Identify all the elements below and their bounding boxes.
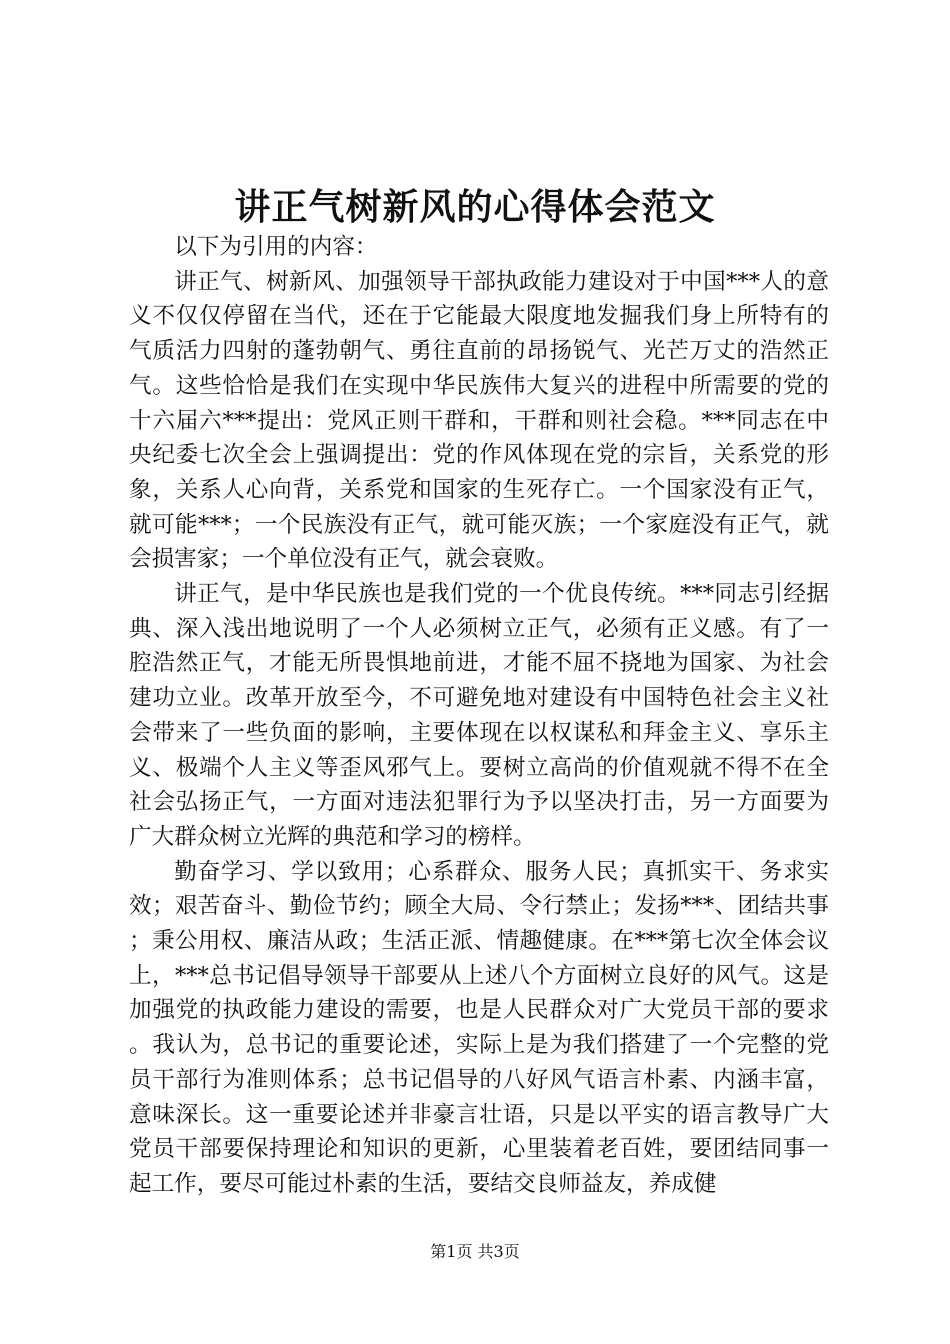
document-title: 讲正气树新风的心得体会范文	[234, 187, 716, 228]
document-body	[129, 230, 829, 1202]
paragraph: 以下为引用的内容：	[174, 234, 378, 260]
paragraph: 讲正气，是中华民族也是我们党的一个优良传统。***同志引经据典、深入浅出地说明了一个人必须树立正气，必须有正义感。有了一腔浩然正气，才能无所畏惧地前进，才能不屈不挠地为国家、为社会建功立业。改革开放至今，不可避免地对建设有中国特色社会主义社会带来了一些负面的影响，主要体现在以权谋私和拜金主义、享乐主义、极端个人主义等歪风邪气上。要树立高尚的价值观就不得不在全社会弘扬正气，一方面对违法犯罪行为予以坚决打击，另一方面要为广大群众树立光辉的典范和学习的榜样。	[129, 581, 829, 850]
paragraph: 讲正气、树新风、加强领导干部执政能力建设对于中国***人的意义不仅仅停留在当代，还在于它能最大限度地发掘我们身上所特有的气质活力四射的蓬勃朝气、勇往直前的昂扬锐气、光芒万丈的浩然正气。这些恰恰是我们在实现中华民族伟大复兴的进程中所需要的党的十六届六***提出：党风正则干群和，干群和则社会稳。***同志在中央纪委七次全会上强调提出：党的作风体现在党的宗旨，关系党的形象，关系人心向背，关系党和国家的生死存亡。一个国家没有正气，就可能***；一个民族没有正气，就可能灭族；一个家庭没有正气，就会损害家；一个单位没有正气，就会衰败。	[129, 268, 829, 573]
paragraph: 勤奋学习、学以致用；心系群众、服务人民；真抓实干、务求实效；艰苦奋斗、勤俭节约；顾全大局、令行禁止；发扬***、团结共事；秉公用权、廉洁从政；生活正派、情趣健康。在***第七次全体会议上，***总书记倡导领导干部要从上述八个方面树立良好的风气。这是加强党的执政能力建设的需要，也是人民群众对广大党员干部的要求。我认为，总书记的重要论述，实际上是为我们搭建了一个完整的党员干部行为准则体系；总书记倡导的八好风气语言朴素、内涵丰富，意味深长。这一重要论述并非豪言壮语，只是以平实的语言教导广大党员干部要保持理论和知识的更新，心里装着老百姓，要团结同事一起工作，要尽可能过朴素的生活，要结交良师益友，养成健	[129, 858, 829, 1197]
page-footer: 第1页 共3页	[430, 1242, 520, 1261]
